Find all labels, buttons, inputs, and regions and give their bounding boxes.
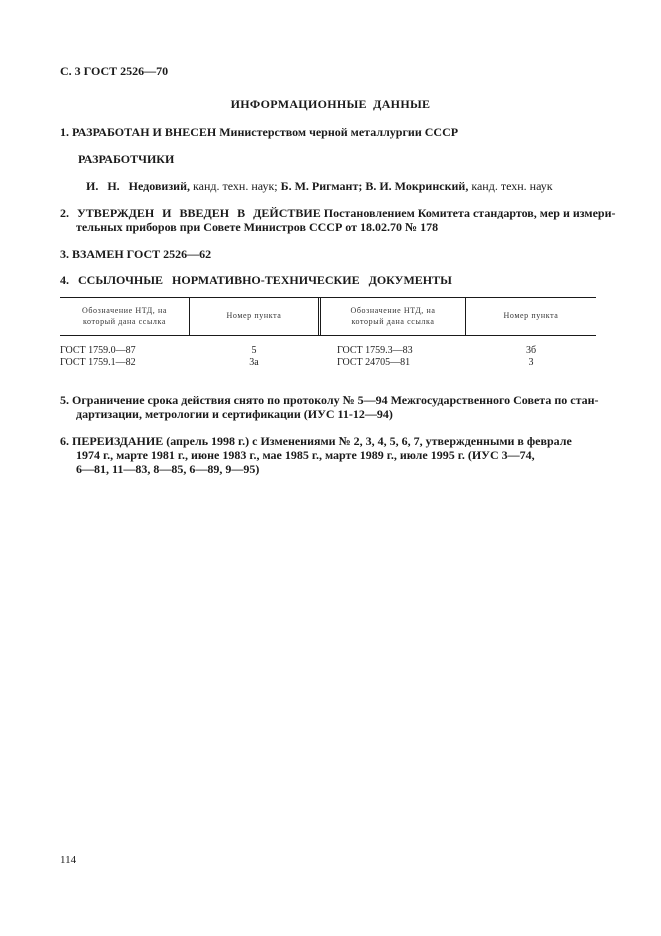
table-cell-doc: ГОСТ 1759.3—83 (337, 345, 413, 356)
header-text: который дана ссылка (351, 317, 435, 326)
section-6-text-3: 6—81, 11—83, 8—85, 6—89, 9—95) (76, 462, 260, 476)
section-1 (60, 125, 458, 140)
section-4: 4. ССЫЛОЧНЫЕ НОРМАТИВНО-ТЕХНИЧЕСКИЕ ДОКУМЕНТЫ (60, 273, 452, 287)
section-3: 3. ВЗАМЕН ГОСТ 2526—62 (60, 247, 212, 261)
section-6-text-1: (апрель 1998 г.) с Изменениями № 2, 3, 4, 5, 6, 7, утвержденными в феврале (163, 434, 572, 448)
header-text: Обозначение НТД, на (350, 306, 436, 315)
table-cell-item: 5 (251, 345, 257, 356)
header-text: Обозначение НТД, на (81, 306, 168, 315)
table-cell-doc: ГОСТ 1759.0—87 (60, 345, 136, 356)
page-header: С. 3 ГОСТ 2526—70 (60, 64, 169, 78)
section-1-head: 1. РАЗРАБОТАН И ВНЕСЕН (60, 125, 217, 139)
section-6-text-2: 1974 г., марте 1981 г., июне 1983 г., мае 1985 г., марте 1989 г., июле 1995 г. (ИУС 3—74, (76, 448, 535, 462)
table-header-ntd-right (321, 305, 465, 327)
table-header-rule (60, 335, 596, 336)
section-5-text-1: 5. Ограничение срока действия снято по протоколу № 5—94 Межгосударственного Совета по стан- (60, 393, 599, 407)
table-group-divider (318, 297, 319, 335)
table-header-item-right: Номер пункта (503, 311, 559, 320)
section-6-head: 6. ПЕРЕИЗДАНИЕ (60, 434, 164, 448)
developer-2-degree: канд. техн. наук (468, 179, 553, 193)
developers-heading: РАЗРАБОТЧИКИ (78, 152, 175, 166)
section-2-head: 2. УТВЕРЖДЕН И ВВЕДЕН В ДЕЙСТВИЕ (60, 206, 321, 220)
developer-2-names: Б. М. Ригмант; В. И. Мокринский, (280, 179, 469, 193)
developers-list (86, 179, 553, 194)
section-2 (60, 206, 616, 234)
table-header-ntd-left (60, 305, 189, 327)
table-cell-item: 3 (528, 357, 534, 368)
developer-1-name: И. Н. Недовизий, (86, 179, 190, 193)
references-table (60, 297, 596, 378)
table-cell-doc: ГОСТ 24705—81 (337, 357, 411, 368)
section-6 (60, 434, 572, 476)
table-cell-item: 3а (249, 357, 259, 368)
section-5 (60, 393, 599, 421)
section-1-text: Министерством черной металлургии СССР (216, 125, 459, 139)
table-cell-doc: ГОСТ 1759.1—82 (60, 357, 136, 368)
developer-1-degree: канд. техн. наук; (190, 179, 281, 193)
section-2-text-2: тельных приборов при Совете Министров СССР от 18.02.70 № 178 (76, 220, 439, 234)
table-header-item-left: Номер пункта (226, 311, 282, 320)
table-cell-item: 3б (525, 345, 537, 356)
section-title: ИНФОРМАЦИОННЫЕ ДАННЫЕ (230, 97, 431, 111)
page-number: 114 (60, 854, 77, 866)
header-text: который дана ссылка (82, 317, 167, 326)
section-5-text-2: дартизации, метрологии и сертификации (ИУС 11-12—94) (76, 407, 393, 421)
section-2-text-1: Постановлением Комитета стандартов, мер и измери- (320, 206, 616, 220)
table-top-rule (60, 297, 596, 298)
